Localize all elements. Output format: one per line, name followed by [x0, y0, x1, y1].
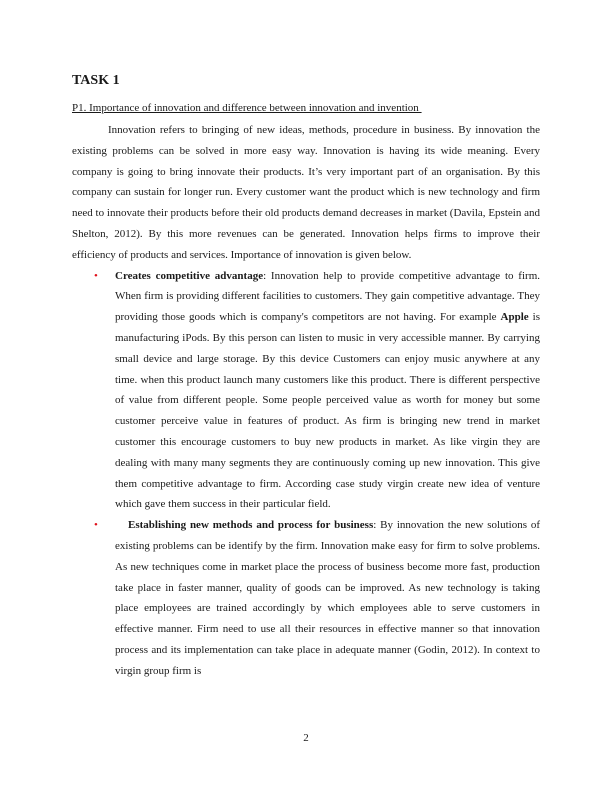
- bullet-text: : Innovation help to provide competitive advantage to firm. When firm is providing different facilities to customers. They gain competitive advantage. They providing those goods which is company's competitors are not having. For example: [115, 269, 540, 324]
- bullet-title: Creates competitive advantage: [115, 269, 264, 282]
- bullet-emphasis: Apple: [500, 311, 529, 324]
- bullet-title: Establishing new methods and process for business: [128, 519, 374, 532]
- bullet-icon: •: [94, 519, 98, 532]
- bullet-text: is manufacturing iPods. By this person can listen to music in very accessible manner. By carrying small device and large storage. By this device Customers can enjoy music anywhere at any time. when this product launch many customers like this product. There is different perspective of value from different people. Some people perceived value as worth for money but some customer perceive value in features of product. As firm is bringing new trend in market customer this encourage customers to buy new products in market. As like virgin they are dealing with many many segments they are continuously coming up new innovation. This give them competitive advantage to firm. According case study virgin create new idea of venture which gave them success in their particular field.: [115, 311, 540, 511]
- document-body: [72, 120, 540, 682]
- list-item-new-methods: [72, 515, 540, 681]
- list-item-competitive-advantage: [72, 266, 540, 516]
- page-number: 2: [303, 732, 309, 744]
- section-subheading: P1. Importance of innovation and difference between innovation and invention: [72, 102, 422, 114]
- bullet-text: : By innovation the new solutions of existing problems can be identify by the firm. Innovation make easy for firm to solve problems. As new techniques come in market place the process of business become more fast, production take place in faster manner, quality of goods can be improved. As new technology is taking place employees are trained accordingly by which employees able to serve customers in effective manner. Firm need to use all their resources in effective manner so that innovation process and its implementation can take place in adequate manner (Godin, 2012). In context to virgin group firm is: [115, 519, 540, 677]
- task-heading: TASK 1: [72, 73, 120, 88]
- intro-paragraph: Innovation refers to bringing of new ideas, methods, procedure in business. By innovation the existing problems can be solved in more easy way. Innovation is having its wide meaning. Every company is going to bring innovate their products. It’s very important part of an organisation. By this company can sustain for longer run. Every customer want the product which is new technology and firm need to innovate their products before their old products demand decreases in market (Davila, Epstein and Shelton, 2012). By this more revenues can be generated. Innovation helps firms to improve their efficiency of products and services. Importance of innovation is given below.: [72, 124, 540, 261]
- bullet-icon: •: [94, 269, 98, 282]
- importance-list: [72, 266, 540, 682]
